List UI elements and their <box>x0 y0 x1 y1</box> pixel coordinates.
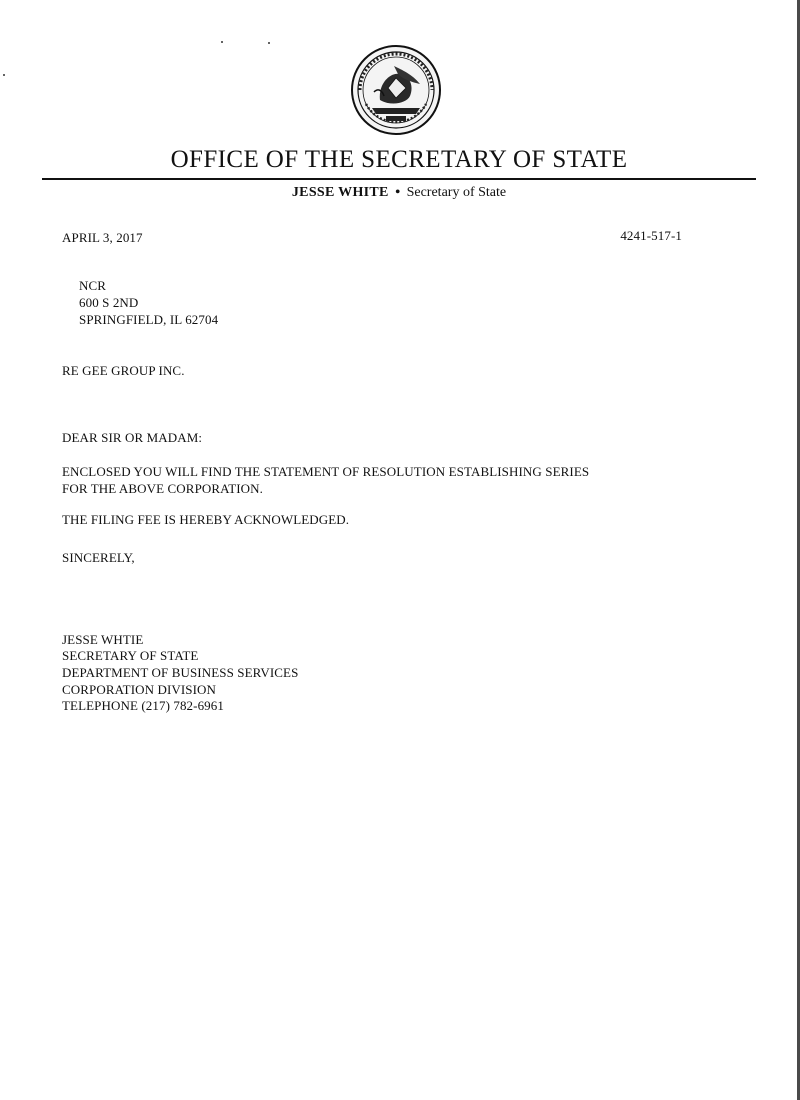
signature-title: SECRETARY OF STATE <box>62 648 199 663</box>
title-divider <box>42 178 756 180</box>
office-title: OFFICE OF THE SECRETARY OF STATE <box>170 146 628 173</box>
recipient-name: NCR <box>79 278 107 293</box>
letter-date: APRIL 3, 2017 <box>62 230 143 245</box>
signature-telephone: TELEPHONE (217) 782-6961 <box>62 698 224 713</box>
body-paragraph-1-line-2: FOR THE ABOVE CORPORATION. <box>62 481 263 496</box>
scan-speck <box>221 41 223 43</box>
salutation: DEAR SIR OR MADAM: <box>62 430 203 445</box>
scan-speck <box>268 42 270 44</box>
signature-name: JESSE WHTIE <box>62 632 144 647</box>
secretary-role: Secretary of State <box>406 185 507 200</box>
re-line: RE GEE GROUP INC. <box>62 363 185 378</box>
state-seal-icon <box>350 44 442 136</box>
signature-department: DEPARTMENT OF BUSINESS SERVICES <box>62 665 299 680</box>
reference-number: 4241-517-1 <box>620 228 682 243</box>
secretary-name: JESSE WHITE <box>291 185 389 200</box>
scan-speck <box>3 74 5 76</box>
recipient-street: 600 S 2ND <box>79 295 139 310</box>
bullet-separator: • <box>395 185 401 200</box>
signature-division: CORPORATION DIVISION <box>62 682 217 697</box>
recipient-city: SPRINGFIELD, IL 62704 <box>79 312 219 327</box>
letterhead-subtitle <box>42 185 756 201</box>
closing: SINCERELY, <box>62 550 135 565</box>
body-paragraph-1-line-1: ENCLOSED YOU WILL FIND THE STATEMENT OF RESOLUTION ESTABLISHING SERIES <box>62 464 590 479</box>
body-paragraph-2: THE FILING FEE IS HEREBY ACKNOWLEDGED. <box>62 512 350 527</box>
